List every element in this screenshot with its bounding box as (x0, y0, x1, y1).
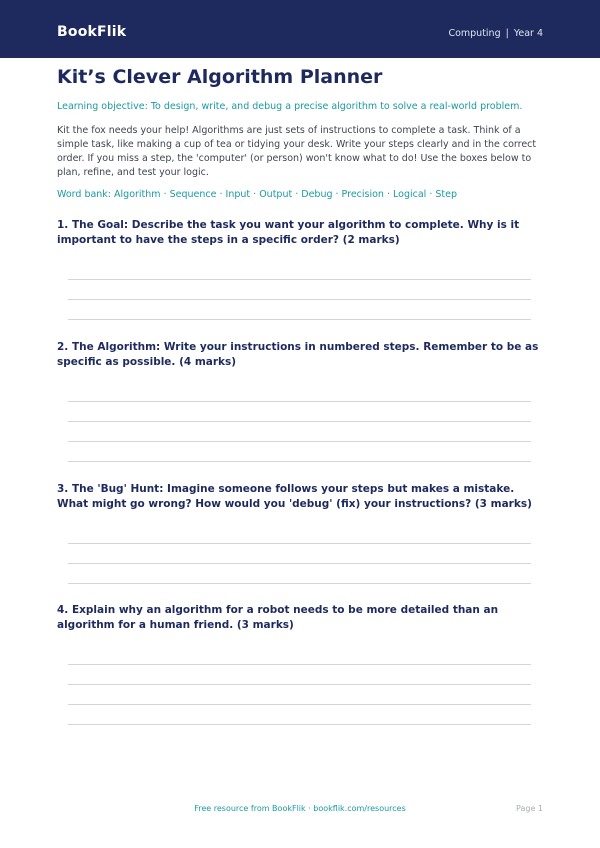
worksheet-intro (57, 64, 544, 201)
answer-line[interactable] (68, 684, 531, 685)
answer-line[interactable] (68, 319, 531, 320)
page-number: Page 1 (516, 804, 543, 813)
answer-line[interactable] (68, 441, 531, 442)
answer-line[interactable] (68, 461, 531, 462)
brand-logo: BookFlik (57, 24, 127, 40)
answer-line[interactable] (68, 299, 531, 300)
year-label: Year 4 (513, 28, 543, 39)
answer-line[interactable] (68, 664, 531, 665)
footer-source: Free resource from BookFlik · bookflik.com/resources (194, 804, 406, 813)
answer-line[interactable] (68, 279, 531, 280)
subject-label: Computing (448, 28, 501, 39)
answer-line[interactable] (68, 401, 531, 402)
question-1: 1. The Goal: Describe the task you want your algorithm to complete. Why is it important to have the steps in a specific order? (2 marks) (57, 219, 520, 246)
question-3: 3. The 'Bug' Hunt: Imagine someone follows your steps but makes a mistake. What might go wrong? How would you 'debug' (fix) your instructions? (3 marks) (57, 483, 532, 510)
question-2: 2. The Algorithm: Write your instructions in numbered steps. Remember to be as specific as possible. (4 marks) (57, 341, 539, 368)
page-footer (0, 803, 600, 815)
page-title: Kit’s Clever Algorithm Planner (57, 66, 383, 88)
word-bank: Word bank: Algorithm · Sequence · Input · Output · Debug · Precision · Logical · Step (57, 189, 457, 200)
learning-objective: Learning objective: To design, write, and debug a precise algorithm to solve a real-world problem. (57, 101, 523, 112)
meta-separator: | (505, 28, 509, 39)
answer-line[interactable] (68, 421, 531, 422)
answer-line[interactable] (68, 724, 531, 725)
intro-paragraph: Kit the fox needs your help! Algorithms are just sets of instructions to complete a task. Think of a simple task, like making a cup of tea or tidying your desk. Write your steps clearly and in the correct order. If you miss a step, the 'computer' (or person) won't know what to do! Use the boxes below to plan, refine, and test your logic. (57, 125, 537, 178)
answer-line[interactable] (68, 704, 531, 705)
answer-line[interactable] (68, 563, 531, 564)
question-4: 4. Explain why an algorithm for a robot needs to be more detailed than an algorithm for a human friend. (3 marks) (57, 604, 499, 631)
answer-line[interactable] (68, 583, 531, 584)
page-header (0, 0, 600, 58)
subject-year (448, 28, 543, 40)
answer-line[interactable] (68, 543, 531, 544)
